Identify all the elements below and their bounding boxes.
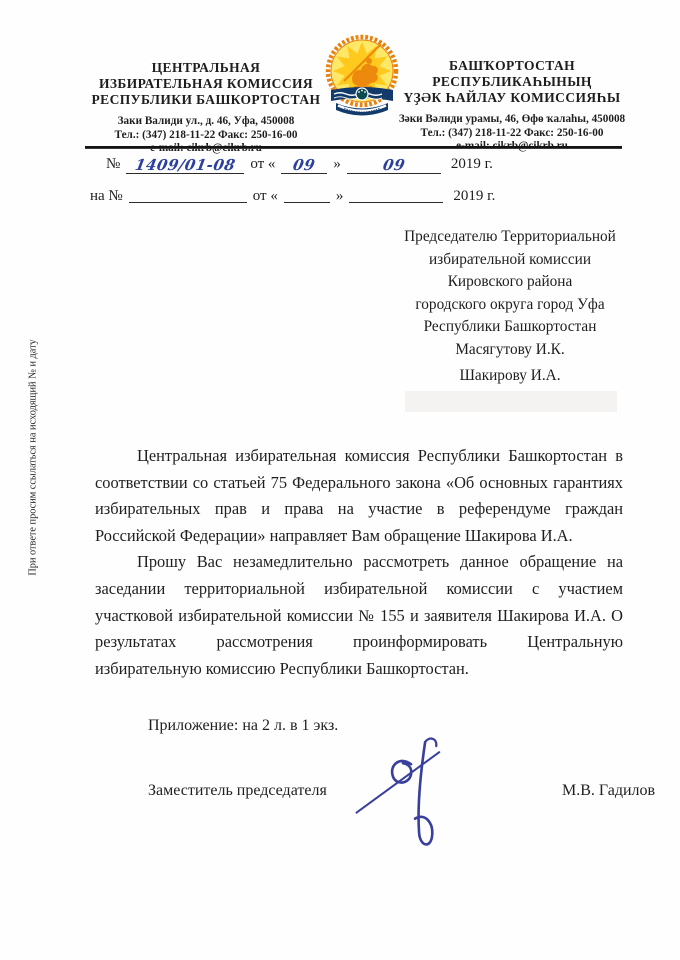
org-address-ru: Заки Валиди ул., д. 46, Уфа, 450008 [117, 115, 295, 127]
redacted-address-box [405, 391, 617, 412]
day-field [281, 157, 327, 174]
side-note-vertical: При ответе просим ссылаться на исходящий № и дату [27, 339, 39, 576]
handwritten-signature-icon [352, 734, 464, 860]
year-label: 2019 г. [450, 156, 493, 172]
recipient-line: Кировского района [447, 273, 573, 290]
reply-from-label: от « [252, 188, 278, 204]
recipient-block [391, 226, 629, 361]
coat-of-arms-svg [323, 31, 401, 123]
org-contact-ru [86, 115, 326, 156]
outgoing-number-field [126, 157, 244, 174]
org-title-ba-line2: РЕСПУБЛИКАҺЫНЫҢ [432, 74, 592, 89]
signer-title: Заместитель председателя [148, 782, 327, 799]
reply-month-field [349, 186, 443, 203]
org-title-ru-line2: ИЗБИРАТЕЛЬНАЯ КОМИССИЯ [98, 76, 314, 91]
org-title-ba-line1: БАШҠОРТОСТАН [448, 58, 576, 73]
letterhead-russian [86, 60, 326, 156]
org-phone-ba: Тел.: (347) 218-11-22 Факс: 250-16-00 [420, 126, 604, 139]
body-paragraph-2: Прошу Вас незамедлительно рассмотреть данное обращение на заседании территориальной избирательной комиссии с участием участковой избирательной комиссии № 155 и заявителя Шакирова И.А. О результатах рассмотрения проинформировать Центральную избирательную комиссию Республики Башкортостан. [95, 552, 623, 678]
org-title-ru [86, 60, 326, 108]
number-sign-label: № [106, 156, 121, 172]
recipient-line: городского округа город Уфа [415, 295, 605, 313]
month-handwritten: 09 [381, 156, 407, 174]
org-title-ru-line3: РЕСПУБЛИКИ БАШКОРТОСТАН [91, 92, 321, 107]
day-handwritten: 09 [292, 156, 318, 174]
org-title-ru-line1: ЦЕНТРАЛЬНАЯ [151, 60, 261, 75]
letter-body [95, 443, 623, 682]
close-quote: » [333, 156, 341, 172]
org-phone-ru: Тел.: (347) 218-11-22 Факс: 250-16-00 [114, 128, 298, 141]
reply-number-field [129, 186, 247, 203]
letterhead-divider [85, 146, 622, 149]
org-title-ba [396, 58, 628, 106]
letterhead-bashkir [396, 58, 628, 154]
outgoing-reference-line [106, 156, 493, 174]
recipient-line: Республики Башкортостан [423, 318, 597, 335]
recipient-line: Масягутову И.К. [455, 340, 565, 358]
outgoing-number-handwritten: 1409/01-08 [133, 156, 238, 174]
body-paragraph-1: Центральная избирательная комиссия Республики Башкортостан в соответствии со статьей 75 Федерального закона «Об основных гарантиях избирательных прав и права на участие в референдуме граждан Российской Федерации» направляет Вам обращение Шакирова И.А. [95, 446, 623, 545]
reply-close-quote: » [335, 188, 344, 204]
reply-reference-line [90, 186, 495, 205]
recipient-line: Председателю Территориальной [404, 228, 616, 245]
org-address-ba: Зәки Вәлиди урамы, 46, Өфө ҡалаһы, 450008 [398, 113, 626, 125]
signature-svg [352, 734, 464, 860]
from-label: от « [250, 156, 276, 172]
recipient-line: избирательной комиссии [429, 250, 591, 268]
org-title-ba-line3: ҮҘӘК ҺАЙЛАУ КОМИССИЯҺЫ [403, 90, 621, 105]
reply-day-field [284, 186, 330, 203]
reply-number-label: на № [90, 188, 123, 204]
reply-year-label: 2019 г. [453, 188, 496, 204]
signer-name: М.В. Гадилов [562, 782, 656, 799]
attachment-note: Приложение: на 2 л. в 1 экз. [148, 717, 339, 734]
coat-of-arms-bashkortostan-icon [323, 31, 401, 123]
second-addressee: Шакирову И.А. [459, 367, 561, 384]
month-field [347, 157, 441, 174]
